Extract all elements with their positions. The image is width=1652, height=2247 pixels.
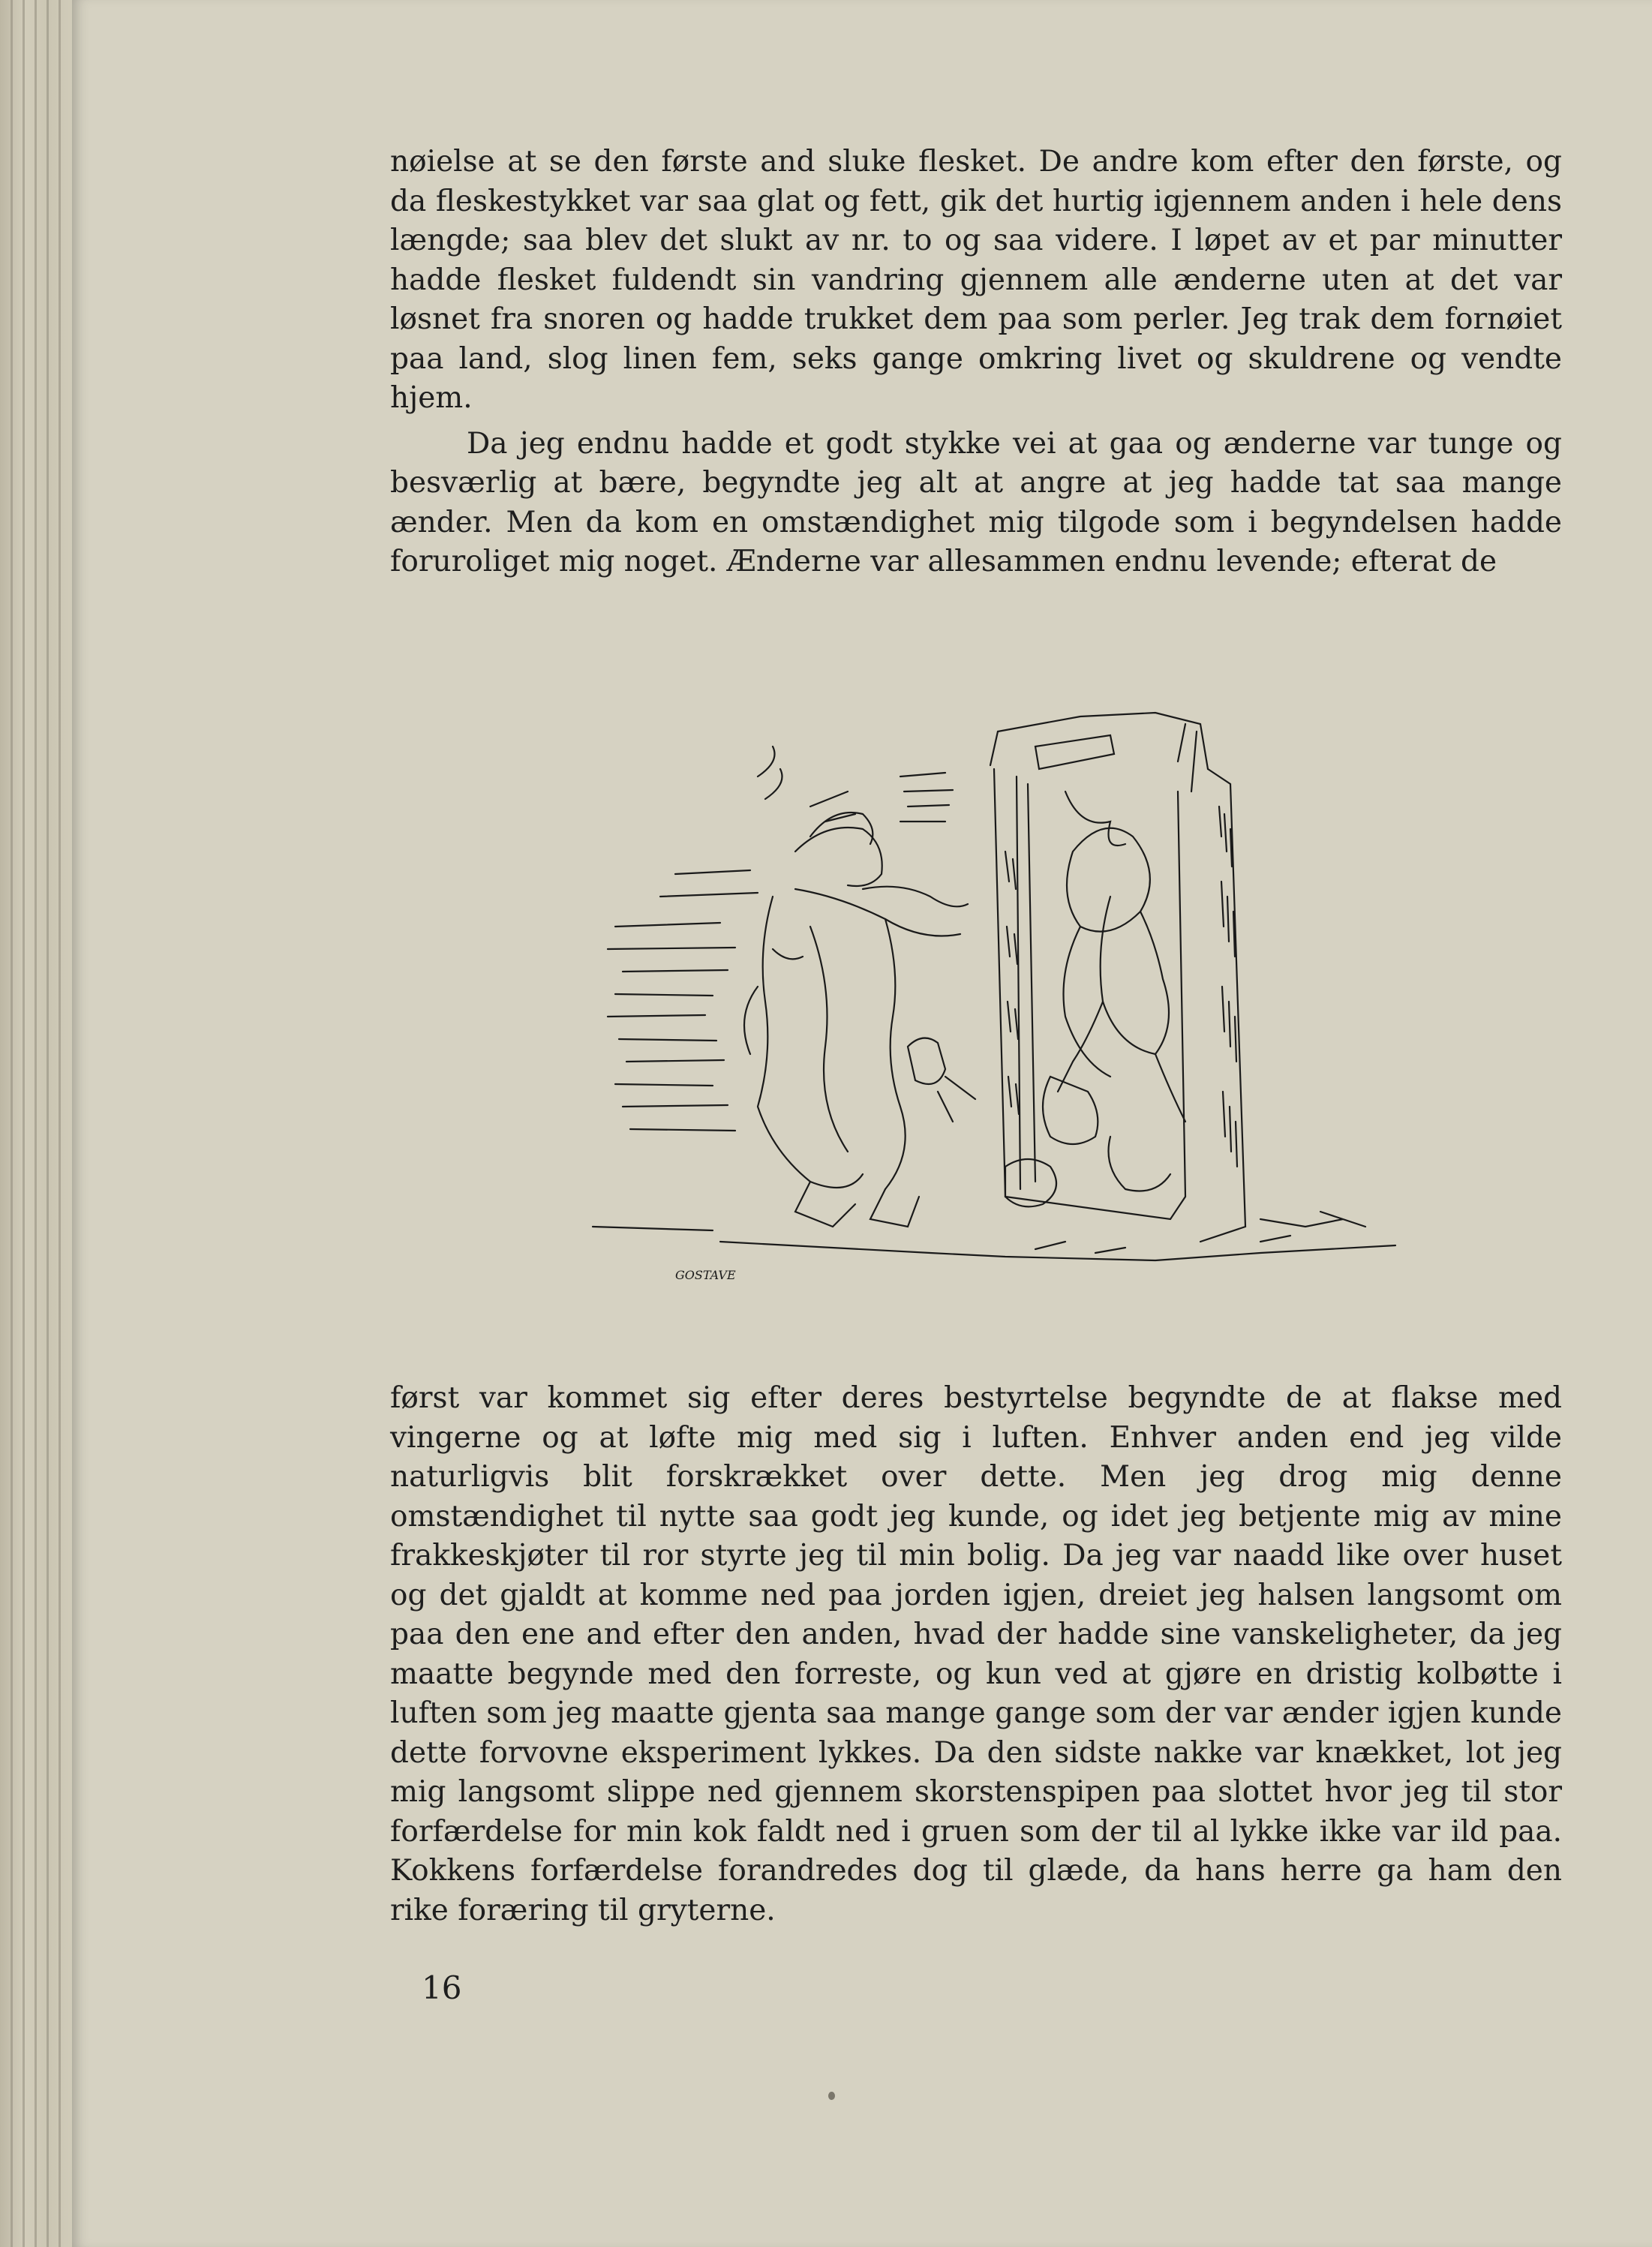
chimney-cook-illustration — [585, 701, 1433, 1302]
illustration-signature: GOSTAVE — [675, 1268, 736, 1282]
paragraph: først var kommet sig efter deres bestyrtelse begyndte de at flakse med vingerne og at løfte mig med sig i luften. Enhver anden end jeg vilde naturligvis blit forskrækket over dette. Men jeg drog mig denne omstændighet til nytte saa godt jeg kunde, og idet jeg betjente mig av mine frakkeskjøter til ror styrte jeg til min bolig. Da jeg var naadd like over huset og det gjaldt at komme ned paa jorden igjen, dreiet jeg halsen langsomt om paa den ene and efter den anden, hvad der hadde sine vanskeligheter, da jeg maatte begynde med den forreste, og kun ved at gjøre en dristig kolbøtte i luften som jeg maatte gjenta saa mange gange som der var ænder igjen kunde dette forvovne eksperiment lykkes. Da den sidste nakke var knækket, lot jeg mig langsomt slippe ned gjennem skorstenspipen paa slottet hvor jeg til stor forfærdelse for min kok faldt ned i gruen som der til al lykke ikke var ild paa. Kokkens forfærdelse forandredes dog til glæde, da hans herre ga ham den rike foræring til gryterne. — [390, 1381, 1562, 1927]
paper-speck — [828, 2092, 835, 2100]
page-edge-line — [11, 0, 13, 2247]
paragraph: nøielse at se den første and sluke flesket. De andre kom efter den første, og da fleskestykket var saa glat og fett, gik det hurtig igjennem anden i hele dens længde; saa blev det slukt av nr. to og saa videre. I løpet av et par minutter hadde flesket fuldendt sin vandring gjennem alle ænderne uten at det var løsnet fra snoren og hadde trukket dem paa som perler. Jeg trak dem fornøiet paa land, slog linen fem, seks gange omkring livet og skuldrene og vendte hjem. — [390, 145, 1562, 415]
page-number: 16 — [422, 1969, 462, 2006]
page-edge-line — [23, 0, 25, 2247]
page-edge-line — [59, 0, 61, 2247]
page-edge-line — [47, 0, 49, 2247]
paragraph: Da jeg endnu hadde et godt stykke vei at gaa og ænderne var tunge og besværlig at bære, begyndte jeg alt at angre at jeg hadde tat saa mange ænder. Men da kom en omstændighet mig tilgode som i begyndelsen hadde foruroliget mig noget. Ænderne var allesammen endnu levende; efterat de — [390, 426, 1562, 578]
page-edge-line — [35, 0, 37, 2247]
text-block-bottom — [390, 1379, 1562, 1930]
text-block-top — [390, 143, 1562, 582]
book-page-edges — [0, 0, 83, 2247]
